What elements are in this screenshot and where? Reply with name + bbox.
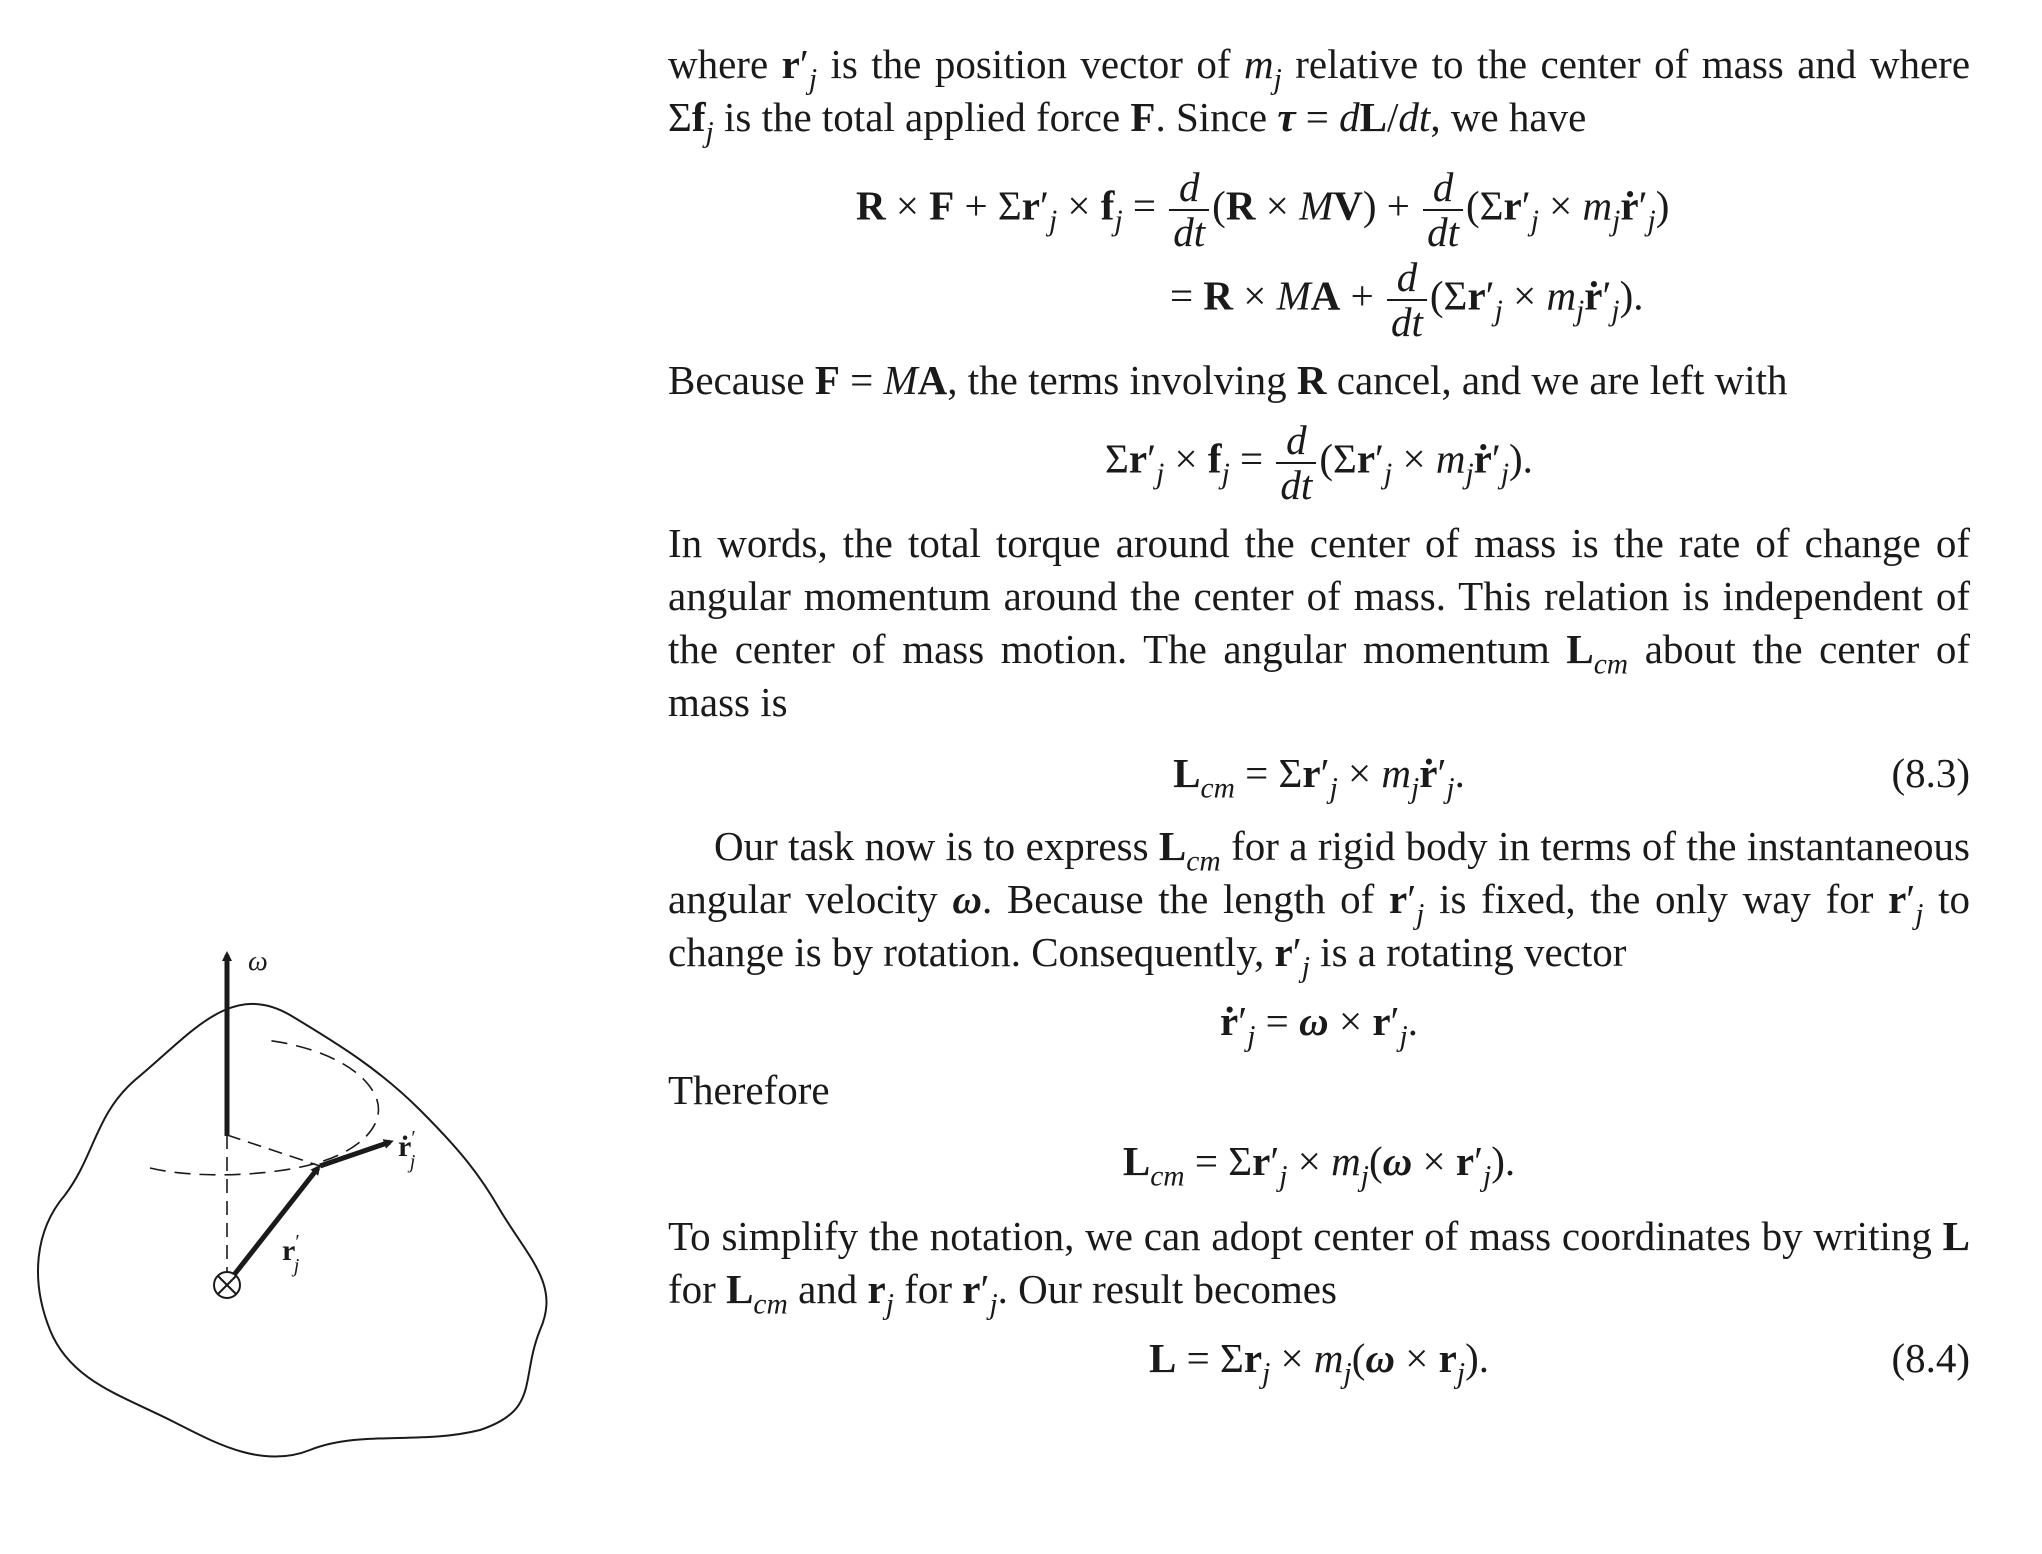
- paragraph-3: In words, the total torque around the center of mass is the rate of change of angular momentum around the center of mass. This relation is independent of the center of mass motion. The angular momentum $L_{cm}$ about the center of mass is: [668, 520, 1971, 726]
- equation-rotating-vector: $ṙ'_j = \omega \times r'_j$.: [1220, 998, 1418, 1053]
- radius-dashed: [227, 1135, 320, 1166]
- equation-torque-expansion: $R \times F + \Sigma r'_j \times f_j$ = $\frac{d}{dt}$ (R × MV) + $\frac{d}{dt}$ ($\Sigma r'_j$ × $m_jṙ'_j$) = R × MA + $\frac{d}{dt}$ ($\Sigma r'_j$ × $m_jṙ'_j$).: [856, 164, 1670, 346]
- r-dot-prime-label: ṙ′ j: [398, 1127, 416, 1173]
- paragraph-2: Because F = MA, the terms involving R cancel, and we are left with: [668, 357, 1788, 404]
- r-prime-label: r′ j: [282, 1231, 300, 1277]
- equation-number-8-3: (8.3): [1891, 750, 1970, 797]
- rotation-path-dashed: [150, 1040, 378, 1175]
- rigid-body-outline: [38, 1004, 546, 1457]
- equation-8-3: $L_{cm} = \Sigma r'_j$ × $m_jṙ'_j$. (8.3): [668, 747, 1970, 800]
- paragraph-1: where $r'_j$ is the position vector of $m_j$ relative to the center of mass and where $\Sigma f_j$ is the total applied force F. Since τ = dL/dt, we have: [668, 41, 1971, 149]
- omega-label: ω: [248, 946, 268, 977]
- equation-8-4: $L = \Sigma r_j \times m_j(\omega \times r_j)$. (8.4): [668, 1332, 1970, 1385]
- equation-number-8-4: (8.4): [1891, 1335, 1970, 1382]
- paragraph-5: Therefore: [668, 1067, 830, 1114]
- equation-lcm-omega: $L_{cm} = \Sigma r'_j \times m_j(\omega \times r'_j)$.: [1122, 1138, 1516, 1193]
- r-prime-vector: [230, 1168, 318, 1280]
- paragraph-4: Our task now is to express $L_{cm}$ for a rigid body in terms of the instantaneous angular velocity ω. Because the length of $r'_j$ is fixed, the only way for $r'_j$ to change is by rotation. Consequently, $r'_j$ is a rotating vector: [668, 823, 1971, 984]
- rigid-body-figure: [20, 940, 560, 1500]
- equation-cm-torque: $\Sigma r'_j \times f_j$ = $\frac{d}{dt}$ ($\Sigma r'_j$ × $m_jṙ'_j$).: [1105, 417, 1533, 509]
- paragraph-6: To simplify the notation, we can adopt center of mass coordinates by writing L for $L_{cm}$ and $r_j$ for $r'_j$. Our result becomes: [668, 1213, 1970, 1321]
- text-column: [668, 38, 1971, 1390]
